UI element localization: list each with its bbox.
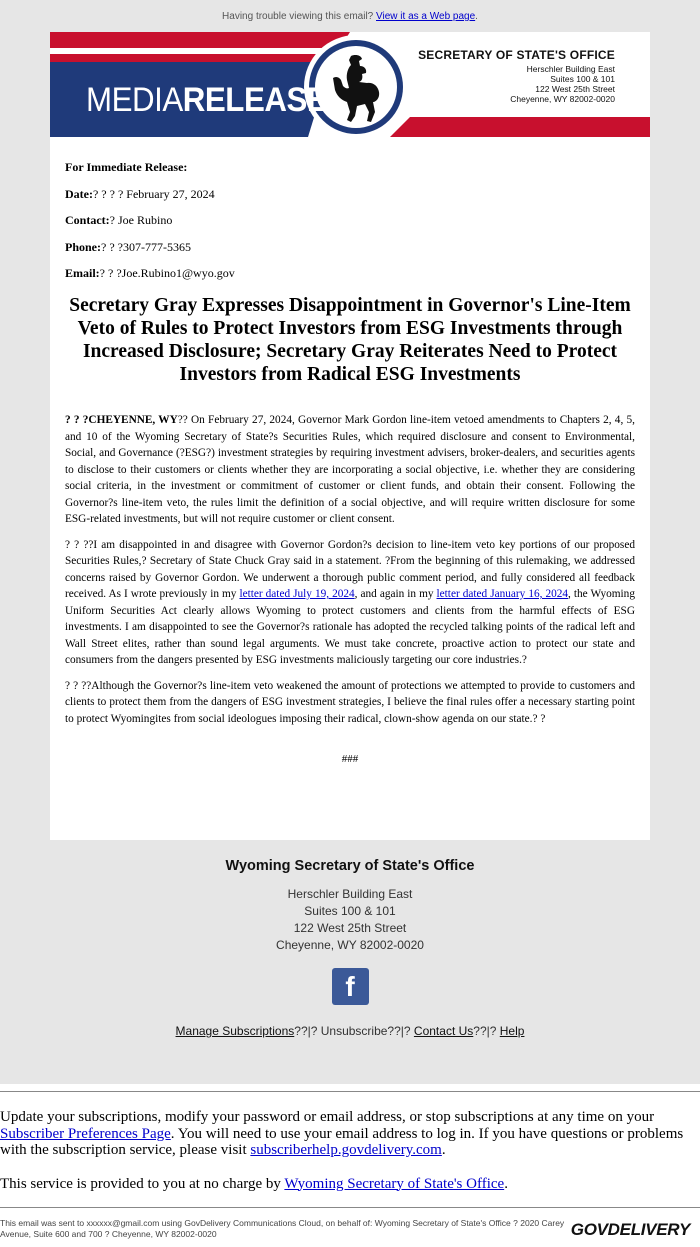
sos-office-link[interactable]: Wyoming Secretary of State's Office: [284, 1175, 505, 1192]
link-separator[interactable]: ??|? Unsubscribe??|?: [294, 1024, 414, 1038]
web-view-text: Having trouble viewing this email?: [222, 11, 374, 22]
office-title: SECRETARY OF STATE'S OFFICE: [418, 48, 615, 62]
footer-address-line: Herschler Building East: [287, 887, 413, 901]
govdelivery-logo[interactable]: GOVDELIVERY: [570, 1220, 690, 1239]
letter-january-link[interactable]: letter dated January 16, 2024: [436, 588, 569, 600]
subscriber-help-link[interactable]: subscriberhelp.govdelivery.com: [250, 1142, 442, 1158]
link-separator: ??|?: [473, 1024, 500, 1038]
media-release-title: [86, 81, 327, 120]
body-paragraph-3: ? ? ??Although the Governor?s line-item veto weakened the amount of protections we attempted to provide to customers and clients to protect them from the dangers of ESG investment strategies, I believe the final rules offer a necessary starting point to protect Wyomingites from social ideologues imposing their radical, clown-show agenda on our state.? ?: [65, 679, 635, 725]
office-address-block: [418, 48, 615, 104]
release-word: RELEASE: [182, 81, 328, 119]
body-paragraph-1: ? ? ?CHEYENNE, WY?? On February 27, 2024, Governor Mark Gordon line-item vetoed amendments to Chapters 2, 4, 5, and 10 of the Wyoming Secretary of State?s Securities Rules, which required disclosure and consent to Environmental, Social, and Governance (?ESG?) investment strategies by requiring investment advisers, broker-dealers, and securities agents to disclose to their customers or clients whether they are incorporating a social objective, i.e. whether they are considering social criteria, in the investment or commitment of customer or client funds, and obtain their consent. Following the Governor?s line-item veto, the rules limit the definition of a social objective, and will require written disclosure for some ESG-related investments, but will not require customer or client consent.: [65, 414, 635, 525]
web-view-link[interactable]: View it as a Web page: [376, 11, 476, 22]
email-line: Email:? ? ?Joe.Rubino1@wyo.gov: [65, 266, 235, 280]
footer-address-line: Cheyenne, WY 82002-0020: [276, 938, 424, 952]
section-divider: [0, 1091, 700, 1092]
immediate-release-label: For Immediate Release:: [65, 160, 188, 174]
body-paragraph-2: ? ? ??I am disappointed in and disagree with Governor Gordon?s decision to line-item veto key portions of our proposed Securities Rules,? Secretary of State Chuck Gray said in a statement. ?From the beginning of this rulemaking, we addressed concerns raised by Governor Gordon. We underwent a thorough public comment period, and fully considered all feedback received. As I wrote previously in my letter dated July 19, 2024, and again in my letter dated January 16, 2024, the Wyoming Uniform Securities Act clearly allows Wyoming to protect customers and clients from the harmful effects of ESG investments. I am disappointed to see the Governor?s rationale has adopted the recycled talking points of the radical left and Wall Street elites, rather than sound legal arguments. We must take concrete, proactive action to protect our state and consumers from the dangers presented by ESG investments maliciously targeting our core industries.?: [65, 538, 635, 666]
bucking-horse-icon: [329, 52, 385, 124]
media-word: MEDIA: [86, 81, 183, 119]
media-release-banner: [50, 32, 650, 137]
footer-organization: [0, 858, 700, 1038]
contact-us-link[interactable]: Contact Us: [413, 1024, 474, 1038]
release-content: [50, 137, 650, 765]
subscriber-preferences-link[interactable]: Subscriber Preferences Page: [0, 1125, 171, 1142]
web-view-notice: Having trouble viewing this email? View it as a Web page.: [222, 11, 478, 22]
legal-footer: [0, 1207, 700, 1239]
service-paragraph: This service is provided to you at no charge by Wyoming Secretary of State's Office.: [0, 1175, 508, 1192]
banner-address-line: Cheyenne, WY 82002-0020: [510, 94, 615, 104]
help-link[interactable]: Help: [499, 1024, 525, 1038]
banner-address-line: Suites 100 & 101: [550, 74, 615, 84]
phone-line: Phone:? ? ?307-777-5365: [65, 239, 191, 254]
banner-address-line: Herschler Building East: [526, 64, 615, 74]
facebook-icon[interactable]: f: [332, 968, 369, 1005]
subscription-paragraph: Update your subscriptions, modify your password or email address, or stop subscriptions at any time on your Subscriber Preferences Page. You will need to use your email address to log in. If you have questions or problems with the subscription service, please visit subscriberhelp.govdelivery.com.: [0, 1109, 684, 1158]
manage-subscriptions-link[interactable]: Manage Subscriptions: [175, 1024, 295, 1038]
footer-address-line: Suites 100 & 101: [304, 904, 396, 918]
date-line: Date:? ? ? ? February 27, 2024: [65, 186, 215, 201]
end-mark: ###: [341, 753, 359, 765]
letter-july-link[interactable]: letter dated July 19, 2024: [239, 588, 355, 600]
email-card: [50, 32, 650, 840]
footer-org-name: Wyoming Secretary of State's Office: [225, 858, 475, 874]
banner-address-line: 122 West 25th Street: [535, 84, 615, 94]
footer-address-line: 122 West 25th Street: [293, 921, 407, 935]
contact-line: Contact:? Joe Rubino: [65, 213, 173, 227]
sent-to-notice: This email was sent to xxxxxx@gmail.com using GovDelivery Communications Cloud, on behalf of: Wyoming Secretary of State's Office ? 2020 Carey Avenue, Suite 600 and 700 ? Cheyenne, WY 82002-0020: [0, 1218, 565, 1239]
press-headline: Secretary Gray Expresses Disappointment in Governor's Line-Item Veto of Rules to Protect Investors from ESG Investments through Increased Disclosure; Secretary Gray Reiterates Need to Protect Investors from Radical ESG Investments: [69, 295, 631, 385]
footer-links: [0, 1024, 700, 1038]
subscription-info: [0, 1109, 700, 1192]
